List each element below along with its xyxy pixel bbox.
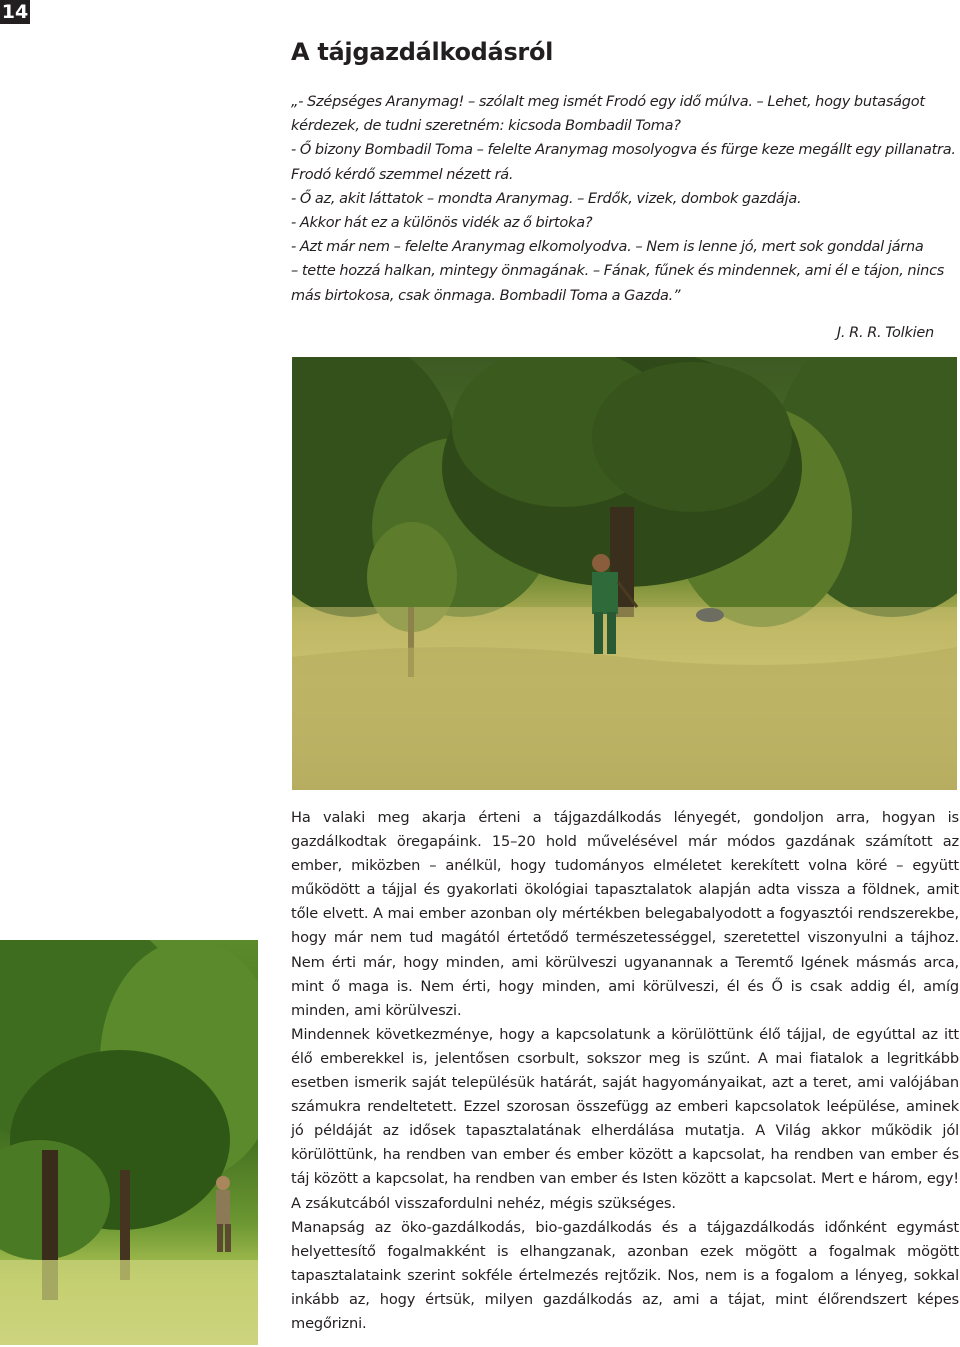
- quote-line: „- Szépséges Aranymag! – szólalt meg ismét Frodó egy idő múlva. – Lehet, hogy butaságot: [291, 94, 925, 110]
- quote-line: - Azt már nem – felelte Aranymag elkomolyodva. – Nem is lenne jó, mert sok gonddal járna: [291, 239, 924, 256]
- orchard-photo-illustration: [0, 940, 258, 1345]
- orchard-photo: [0, 940, 258, 1345]
- meadow-photo-illustration: [292, 357, 957, 790]
- quote-line: kérdezek, de tudni szeretném: kicsoda Bombadil Toma?: [291, 118, 681, 135]
- tolkien-quote: [291, 90, 959, 345]
- quote-line: - Akkor hát ez a különös vidék az ő birtoka?: [291, 215, 593, 232]
- body-paragraph: Ha valaki meg akarja érteni a tájgazdálkodás lényegét, gondoljon arra, hogyan is gazdálkodtak öregapáink. 15–20 hold művelésével már módos gazdának számított az ember, miközben – anélkül, hogy tudományos elméletet kerekített volna köré – együtt működött a tájjal és gyakorlati ökológiai tapasztalatok alapján adta vissza a földnek, amit tőle elvett. A mai ember azonban oly mértékben belegabalyodott a fogyasztói rendszerekbe, hogy már nem tud magától értetődő természetességgel, szeretettel viszonyulni a tájhoz. Nem érti már, hogy minden, ami körülveszi ugyanannak a Teremtő Igének másmás arca, mint ő maga is. Nem érti, hogy minden, ami körülveszi, él és Ő is csak addig él, amíg minden, ami körülveszi.: [291, 809, 959, 1019]
- quote-line: - Ő az, akit láttatok – mondta Aranymag. – Erdők, vizek, dombok gazdája.: [291, 190, 802, 207]
- article-body: [291, 806, 959, 1336]
- quote-author: J. R. R. Tolkien: [836, 324, 934, 341]
- quote-line: – tette hozzá halkan, mintegy önmagának. – Fának, fűnek és mindennek, ami él e tájon, nincs: [291, 263, 945, 280]
- body-paragraph: Mindennek következménye, hogy a kapcsolatunk a körülöttünk élő tájjal, de egyúttal az itt élő emberekkel is, jelentősen csorbult, sokszor meg is szűnt. A mai fiatalok a legritkább esetben ismerik saját településük határát, saját hagyományaikat, azt a teret, ami valójában számukra rendeltetett. Ezzel szorosan összefügg az emberi kapcsolatok leépülése, aminek jó példáját az idősek tapasztalatának elherdálása mutatja. A Világ akkor működik jól körülöttünk, ha rendben van ember és ember között a kapcsolat, ha rendben van ember és táj között a kapcsolat, ha rendben van ember és Isten között a kapcsolat. Mert e három, egy! A zsákutcából visszafordulni nehéz, mégis szükséges.: [291, 1025, 959, 1212]
- body-paragraph: Manapság az öko-gazdálkodás, bio-gazdálkodás és a tájgazdálkodás időnként egymást helyettesítő fogalmakként is elhangzanak, azonban ezek mögött a fogalmak mögött tapasztalataink szerint sokféle értelmezés rejtőzik. Nos, nem is a fogalom a lényeg, sokkal inkább az, hogy értsük, milyen gazdálkodás az, ami a tájat, mint élőrendszert képes megőrizni.: [291, 1218, 959, 1332]
- quote-line: más birtokosa, csak önmaga. Bombadil Toma a Gazda.”: [291, 287, 681, 304]
- page-title: A tájgazdálkodásról: [291, 38, 554, 66]
- quote-line: Frodó kérdő szemmel nézett rá.: [291, 166, 514, 183]
- quote-line: - Ő bizony Bombadil Toma – felelte Aranymag mosolyogva és fürge keze megállt egy pillanatra.: [291, 142, 956, 159]
- meadow-mowing-photo: [292, 357, 957, 790]
- page-number: 14: [1, 1, 29, 23]
